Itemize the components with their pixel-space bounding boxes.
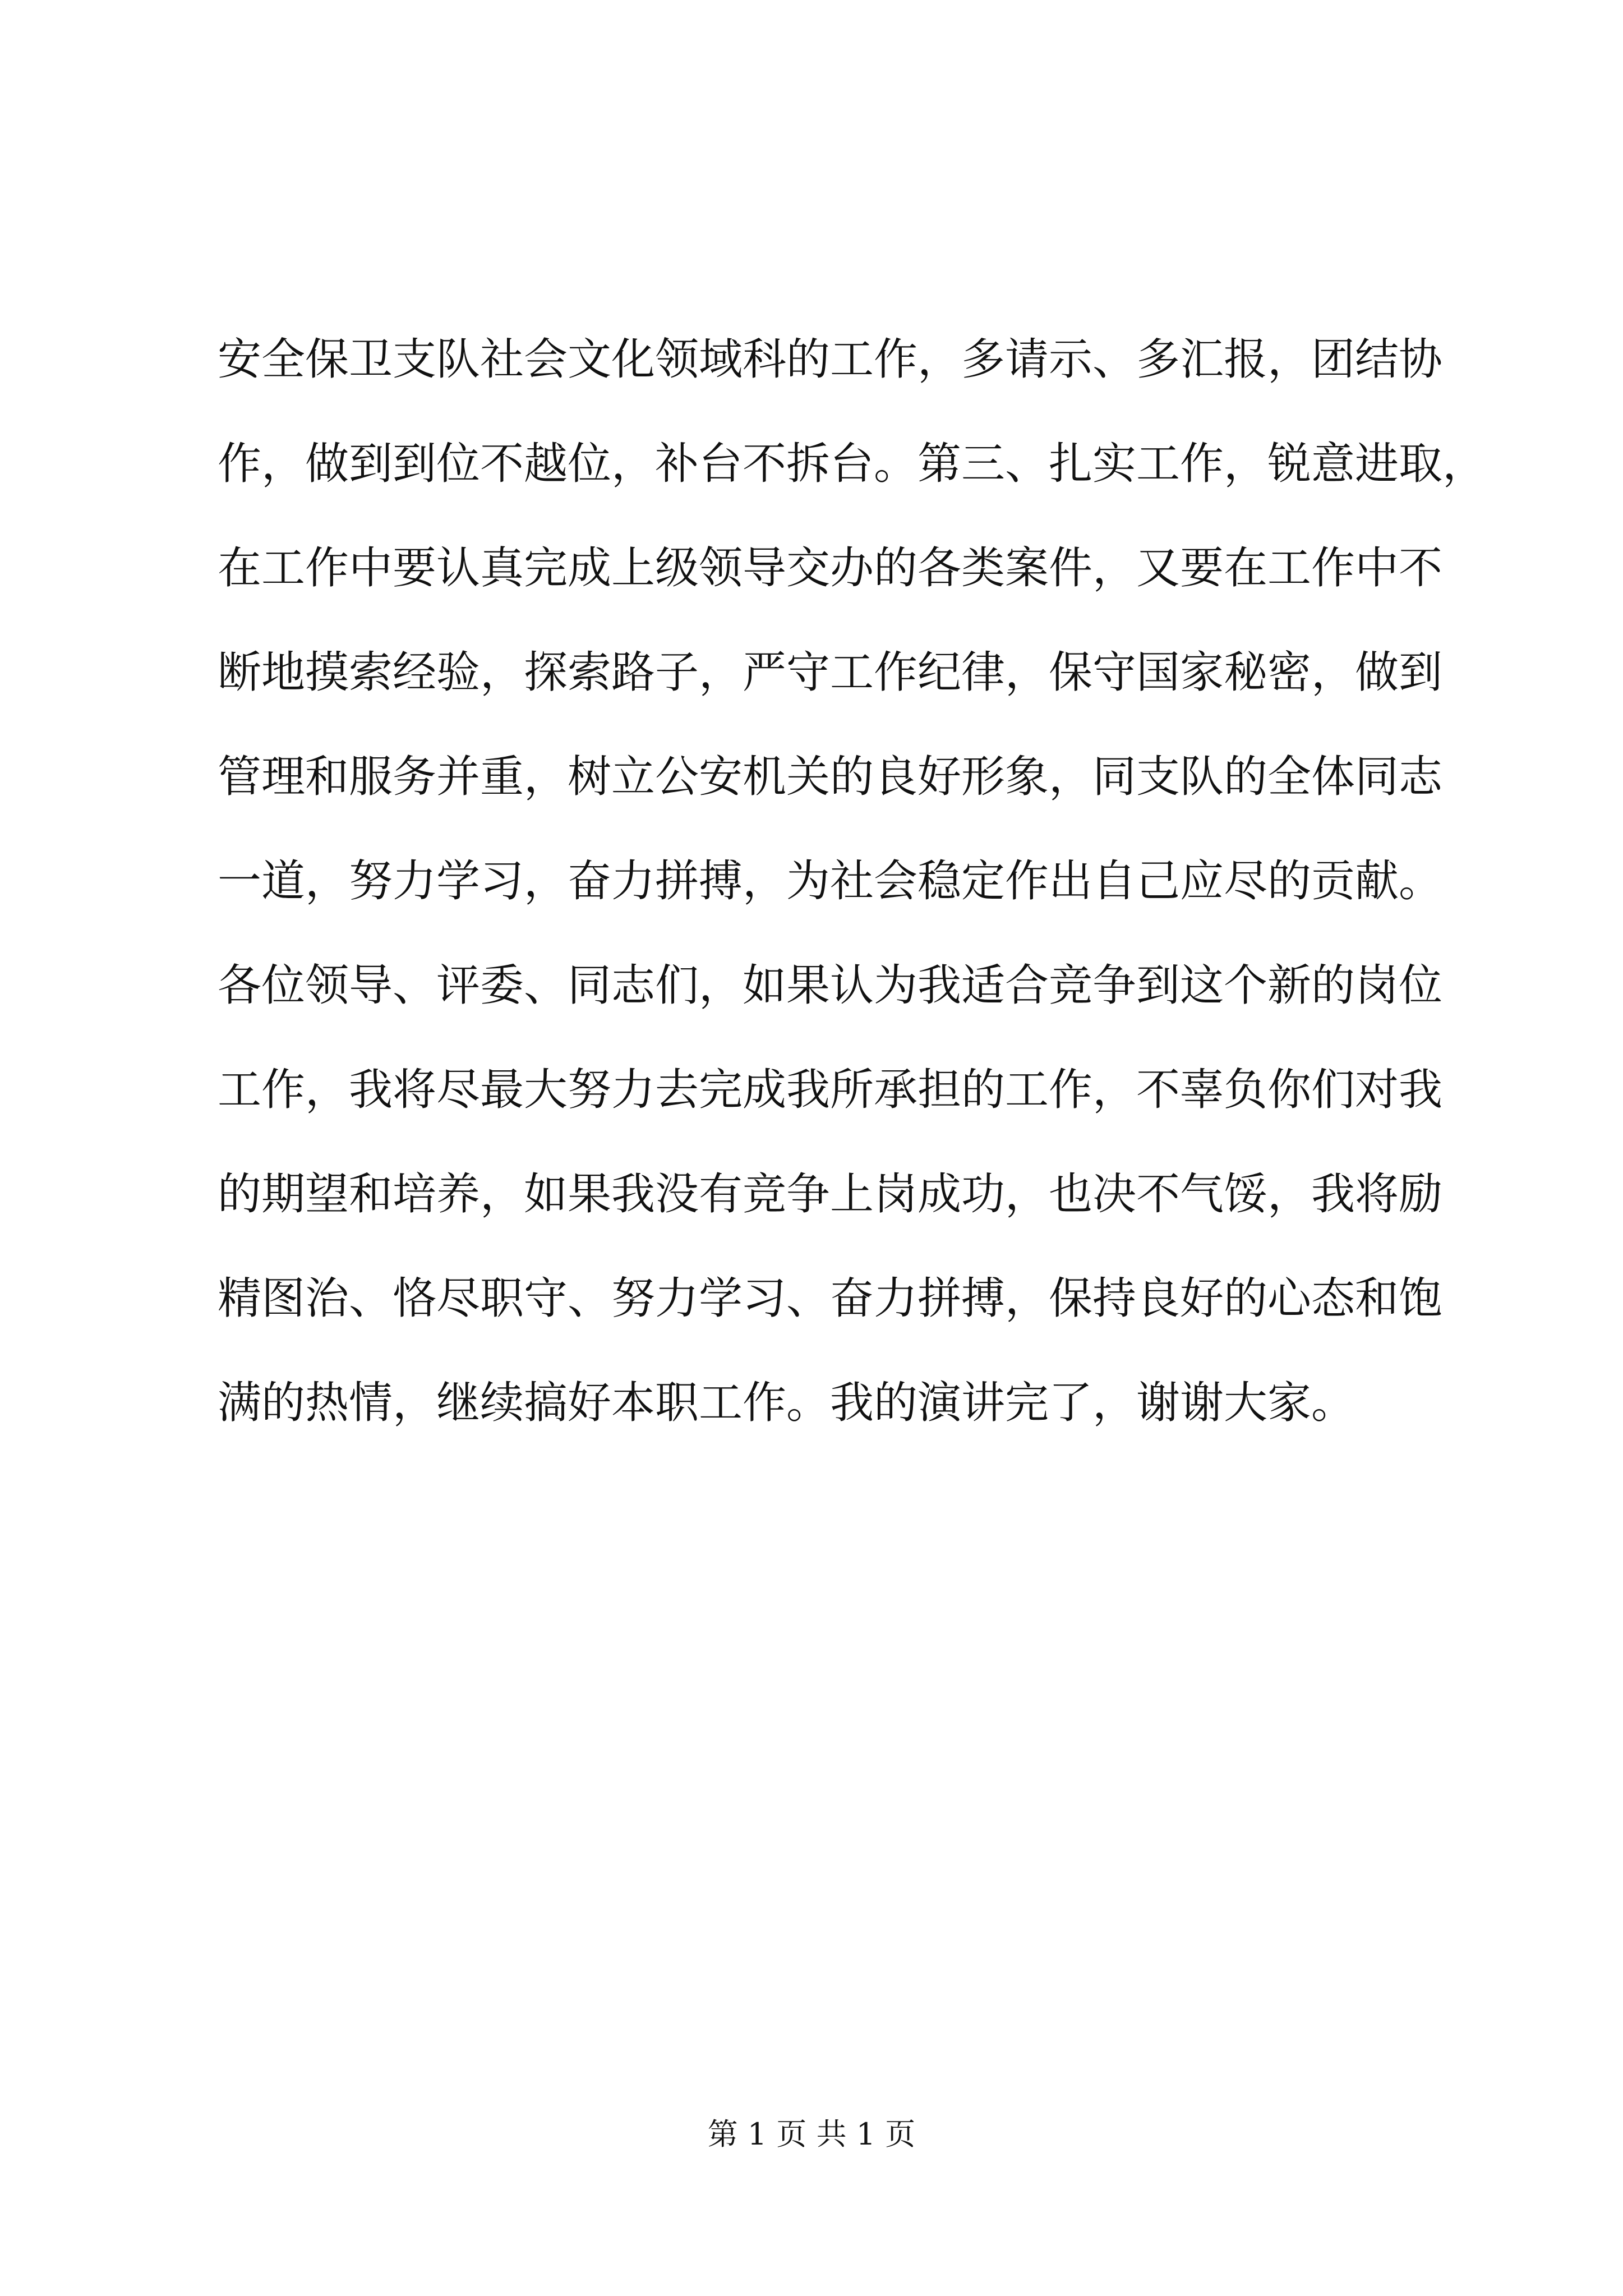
text-line: 的期望和培养，如果我没有竞争上岗成功，也决不气馁，我将励 [218,1169,1443,1220]
text-line: 各位领导、评委、同志们，如果认为我适合竞争到这个新的岗位 [218,960,1443,1011]
text-line: 管理和服务并重，树立公安机关的良好形象，同支队的全体同志 [218,752,1443,802]
text-line: 安全保卫支队社会文化领域科的工作，多请示、多汇报，团结协 [218,334,1443,385]
text-line: 在工作中要认真完成上级领导交办的各类案件，又要在工作中不 [218,543,1443,593]
body-text [218,307,1487,1455]
text-line: 工作，我将尽最大努力去完成我所承担的工作，不辜负你们对我 [218,1065,1443,1115]
text-line: 精图治、恪尽职守、努力学习、奋力拼搏，保持良好的心态和饱 [218,1273,1443,1324]
text-line: 作，做到到位不越位，补台不拆台。第三、扎实工作，锐意进取， [218,439,1487,489]
text-line: 满的热情，继续搞好本职工作。我的演讲完了，谢谢大家。 [218,1378,1355,1428]
text-line: 一道，努力学习，奋力拼搏，为社会稳定作出自己应尽的贡献。 [218,856,1443,907]
text-line: 断地摸索经验，探索路子，严守工作纪律，保守国家秘密，做到 [218,647,1443,698]
page-footer: 第 1 页 共 1 页 [707,2116,916,2152]
